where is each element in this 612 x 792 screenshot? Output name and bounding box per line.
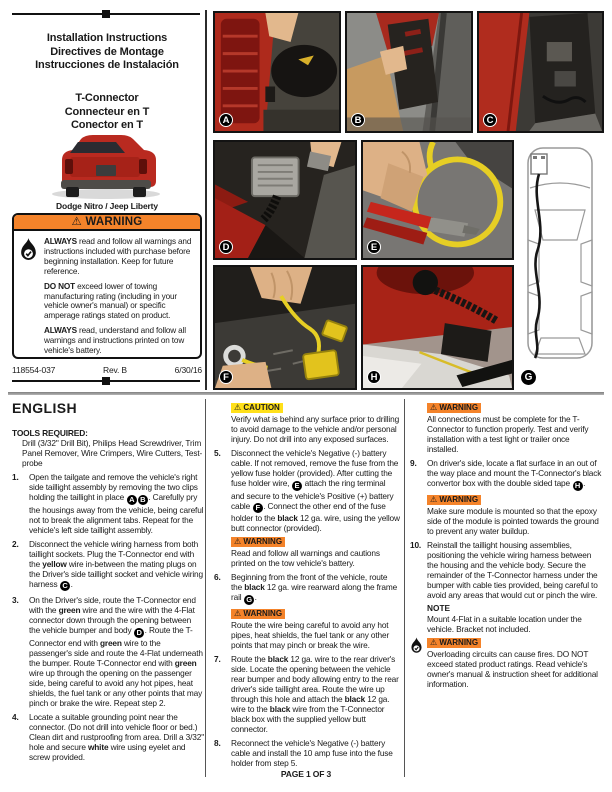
step-number: 1.: [12, 472, 19, 482]
vehicle-photo: [42, 132, 172, 200]
step-number: 7.: [214, 653, 221, 664]
step-number: 9.: [410, 458, 417, 468]
warning-block: [427, 494, 602, 536]
warning-text: Route the wire being careful to avoid any hot pipes, heat shields, the fuel tank or any other points that may pinch or break the wire.: [231, 619, 390, 650]
step-number: 10.: [410, 539, 422, 550]
fold-mark-square-bottom: [102, 377, 110, 385]
part-number: 118554-037: [12, 365, 56, 375]
step-text: Open the tailgate and remove the vehicle's right side taillight assembly by removing the two clips holding the taillight in place A B . Carefully pry the housings away from the vehicle, being careful not to break the alignment tabs. Repeat for the vehicle's left side taillight assembly.: [29, 472, 204, 535]
step-6: [214, 572, 400, 605]
instruction-column-2: [214, 399, 400, 771]
photo-label-c: C: [483, 113, 497, 127]
photo-label-a: A: [219, 113, 233, 127]
callout-letter-F: F: [253, 503, 263, 513]
step-1: [12, 472, 204, 535]
warning-box-header: [14, 215, 200, 231]
warning-triangle-icon: ⚠: [71, 216, 86, 228]
warning-block: [231, 608, 400, 650]
callout-letter-B: B: [138, 495, 148, 505]
photo-c-taillight-socket: [477, 11, 604, 133]
warning-block: [427, 637, 602, 689]
product-french: Connecteur en T: [64, 105, 150, 118]
step-number: 3.: [12, 595, 19, 605]
step-5: [214, 448, 400, 533]
step-text: Locate a suitable grounding point near the connector. (Do not drill into vehicle floor or bed.) Clean dirt and rustproofing from area. Drill a 3/32" hole and secure white wire using eyelet and screw provided.: [29, 711, 204, 762]
tools-required-list: Drill (3/32" Drill Bit), Philips Head Screwdriver, Trim Panel Remover, Wire Crimpers, Wire Cutters, Test-probe: [22, 438, 203, 468]
page-number: PAGE 1 OF 3: [280, 769, 332, 779]
photo-f-ring-terminal-battery: [213, 265, 357, 390]
warning-label: ⚠ WARNING: [231, 537, 285, 547]
date: 6/30/16: [174, 365, 202, 375]
revision: Rev. B: [102, 365, 127, 375]
product-spanish: Conector en T: [71, 119, 143, 131]
step-10: [410, 540, 602, 600]
caution-block: [231, 402, 400, 444]
product-english: T-Connector: [75, 92, 139, 104]
step-9: [410, 458, 602, 491]
step-text: Reinstall the taillight housing assemblies, positioning the vehicle wiring harness between the housing and the vehicle body. Secure the remainder of the T-Connector harness under the bumper with cable ties provided, being careful to avoid any areas that would cut or pinch the wire.: [427, 539, 598, 600]
warning-block: [427, 402, 602, 454]
text-column-divider: [404, 399, 405, 777]
warning-block: [231, 536, 400, 568]
step-number: 6.: [214, 572, 221, 582]
fire-hazard-icon: [410, 637, 423, 654]
column-divider: [205, 10, 207, 390]
photo-label-f: F: [219, 370, 233, 384]
warning-paragraph: ALWAYS read, understand and follow all warnings and instructions printed on tow vehicle's battery.: [44, 326, 186, 356]
instruction-column-3: [410, 399, 602, 692]
photo-a-taillight-clips: [213, 11, 341, 133]
photo-d-bumper-opening: [213, 140, 357, 260]
photo-label-b: B: [351, 113, 365, 127]
step-4: [12, 712, 204, 762]
warning-box-body: [14, 231, 200, 359]
photo-b-remove-taillight: [345, 11, 473, 133]
photo-label-e: E: [367, 240, 381, 254]
vehicle-name: Dodge Nitro / Jeep Liberty: [56, 201, 158, 211]
caution-label: ⚠ CAUTION: [231, 403, 283, 413]
title-block: [8, 8, 206, 392]
product-name: [8, 92, 206, 133]
step-2: [12, 539, 204, 592]
step-text: Route the black 12 ga. wire to the rear driver's side. Locate the opening between the vehicle rear bumper and body allowing entry to the rear driver's side taillight area. Route the wire up through this hole and attach the black 12 ga. wire to the black wire from the T-Connector black box with the supplied yellow butt connector.: [231, 653, 399, 734]
callout-letter-D: D: [134, 628, 144, 638]
title-spanish: Instrucciones de Instalación: [35, 59, 179, 71]
step-number: 8.: [214, 737, 221, 748]
fire-hazard-icon: [19, 238, 38, 261]
step-8: [214, 738, 400, 768]
step-text: Beginning from the front of the vehicle, route the black 12 ga. wire rearward along the frame rail G .: [231, 572, 398, 604]
warning-text: Read and follow all warnings and cautions printed on the tow vehicle's battery.: [231, 548, 380, 568]
callout-letter-G: G: [244, 595, 254, 605]
warning-text: All connections must be complete for the T-Connector to function properly. Test and verify installation with a test light or trailer once installed.: [427, 414, 589, 454]
photo-label-d: D: [219, 240, 233, 254]
photo-h-convertor-box-mount: [361, 265, 514, 390]
instruction-column-1: [12, 428, 204, 765]
title-english: Installation Instructions: [46, 32, 168, 44]
warning-label: ⚠ WARNING: [427, 638, 481, 648]
text-column-divider: [205, 399, 206, 777]
warning-paragraph: ALWAYS read and follow all warnings and instructions included with purchase before beginning installation. Keep for future reference.: [44, 237, 192, 276]
callout-letter-C: C: [60, 581, 70, 591]
warning-text: Make sure module is mounted so that the epoxy side of the module is pointed towards the ground to prevent any water buildup.: [427, 505, 599, 536]
warning-box-title: WARNING: [85, 216, 143, 228]
note-block: [427, 603, 602, 634]
note-text: Mount 4-Flat in a suitable location under the vehicle. Bracket not included.: [427, 613, 582, 634]
step-text: Disconnect the vehicle's Negative (-) battery cable. If not removed, remove the fuse from the yellow fuse holder (provided). After cutting the fuse holder wire, E attach the ring terminal and secure to the vehicle's Positive (+) battery cable F . Connect the other end of the fuse holder to the black 12 ga. wire, using the yellow butt connector (provided).: [231, 448, 400, 533]
photo-label-h: H: [367, 370, 381, 384]
step-text: On driver's side, locate a flat surface in an out of the way place and mount the T-Connector's black convertor box with the double sided tape H .: [427, 458, 602, 490]
language-heading: ENGLISH: [12, 400, 78, 416]
diagram-g-wire-routing: [519, 140, 604, 366]
callout-letter-H: H: [573, 481, 583, 491]
warning-text: Overloading circuits can cause fires. DO NOT exceed stated product ratings. Read vehicle's owner's manual & instruction sheet for additional information.: [427, 648, 598, 689]
step-3: [12, 595, 204, 708]
step-number: 4.: [12, 711, 19, 722]
tools-required-label: TOOLS REQUIRED:: [12, 428, 88, 438]
callout-letter-E: E: [292, 481, 302, 491]
tools-required: [12, 428, 204, 468]
step-text: Disconnect the vehicle wiring harness from both taillight sockets. Plug the T-Connector end with the yellow wire in-between the mating plugs on the Driver's side taillight socket and vehicle wiring harness C .: [29, 538, 203, 590]
section-divider: [8, 392, 604, 395]
document-title: [8, 32, 206, 73]
step-text: Reconnect the vehicle's Negative (-) battery cable and install the 10 amp fuse into the fuse holder from step 5.: [231, 737, 393, 768]
warning-label: ⚠ WARNING: [427, 403, 481, 413]
title-french: Directives de Montage: [50, 45, 164, 58]
callout-letter-A: A: [127, 495, 137, 505]
warning-label: ⚠ WARNING: [231, 609, 285, 619]
caution-text: Verify what is behind any surface prior to drilling to avoid damage to the vehicle and/or personal injury. Do not drill into any exposed surfaces.: [231, 414, 400, 444]
note-label: NOTE: [427, 602, 451, 613]
part-info-row: [12, 365, 202, 375]
step-number: 2.: [12, 538, 19, 549]
step-text: On the Driver's side, route the T-Connector end with the green wire and the wire with the 4-Flat connector down through the opening between the vehicle bumper and body D . Route the T-Connector end with green wire to the passenger's side and route the 4-Flat underneath the bumper. Route T-Connector end with green wire up through the opening on the passenger side, being careful to avoid any hot pipes, heat shields, the fuel tank or any other points that may pinch or brake the wire. Repeat step 2.: [29, 595, 203, 708]
warning-box: [12, 213, 202, 359]
photo-e-cut-fuse-holder-wire: [361, 140, 514, 260]
step-7: [214, 654, 400, 734]
warning-paragraph: DO NOT exceed lower of towing manufacturing rating (including in your vehicle owner's manual) or specific amperage ratings stated on product.: [44, 281, 177, 321]
warning-label: ⚠ WARNING: [427, 495, 481, 505]
diagram-label-g: G: [521, 370, 536, 385]
step-number: 5.: [214, 448, 221, 458]
